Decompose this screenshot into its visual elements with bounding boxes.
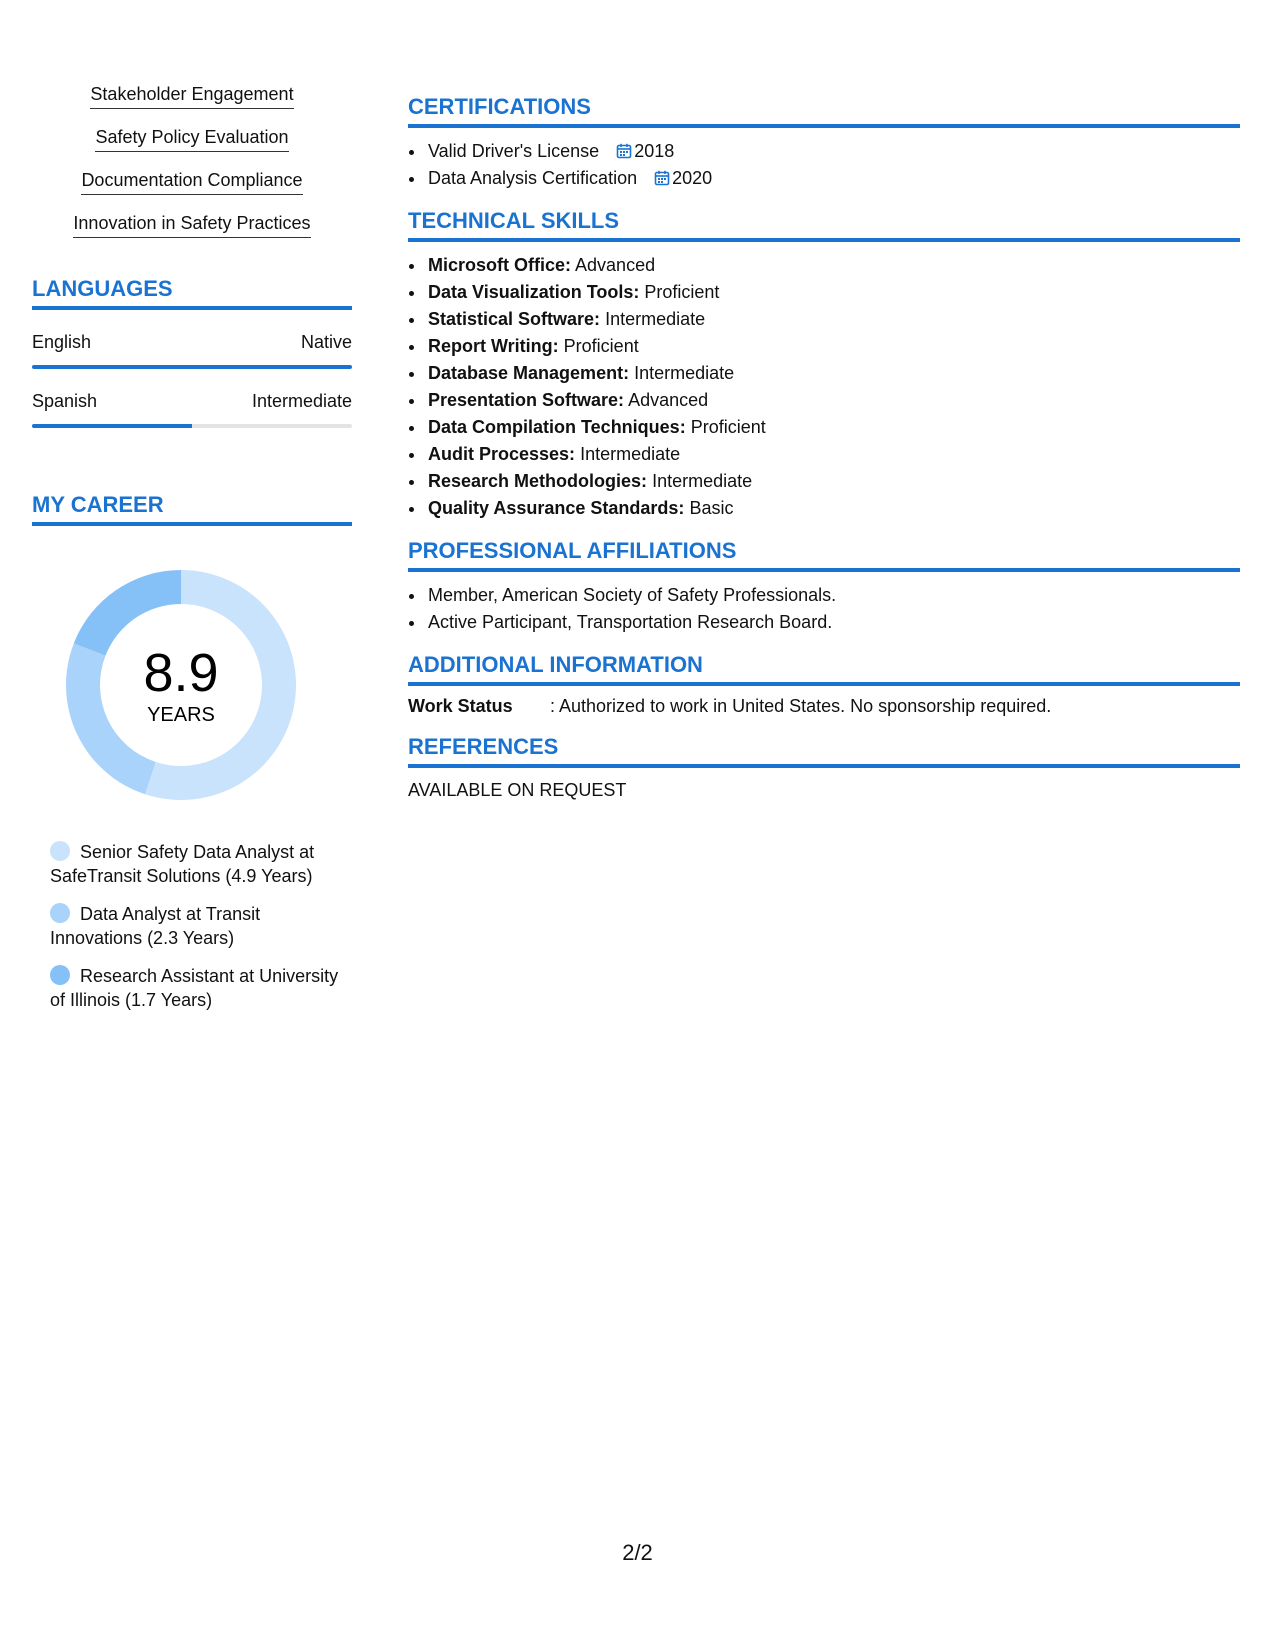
- career-donut: [66, 570, 296, 800]
- skill-name: Data Visualization Tools:: [428, 282, 640, 302]
- career-role-label: Senior Safety Data Analyst at SafeTransit Solutions (4.9 Years): [50, 842, 315, 886]
- language-item: [32, 332, 352, 369]
- skill-name: Quality Assurance Standards:: [428, 498, 685, 518]
- references-title: REFERENCES: [408, 732, 1240, 768]
- legend-dot-icon: [50, 841, 70, 861]
- language-item: [32, 391, 352, 428]
- technical-skill-item: [426, 306, 1240, 333]
- certifications-title: CERTIFICATIONS: [408, 92, 1240, 128]
- skill-level: Advanced: [575, 255, 656, 275]
- career-total-years: 8.9: [143, 642, 219, 703]
- skill-level: Proficient: [563, 336, 639, 356]
- certification-year: 2020: [672, 168, 713, 188]
- affiliation-item: • Active Participant, Transportation Research Board.: [426, 609, 1240, 636]
- strength-tag: Documentation Compliance: [81, 168, 302, 195]
- work-status-row: [408, 694, 1240, 718]
- language-name: English: [32, 332, 92, 352]
- certifications-list: [408, 138, 1240, 192]
- certification-item: [426, 165, 1240, 192]
- certification-name: Valid Driver's License: [428, 141, 600, 161]
- career-legend-item: [50, 902, 340, 950]
- language-bar: [32, 424, 352, 428]
- career-role-label: Data Analyst at Transit Innovations (2.3 Years): [50, 904, 261, 948]
- language-name: Spanish: [32, 391, 98, 411]
- legend-dot-icon: [50, 903, 70, 923]
- language-bar: [32, 365, 352, 369]
- strength-tag: Innovation in Safety Practices: [73, 211, 310, 238]
- strength-tag: Stakeholder Engagement: [90, 82, 293, 109]
- calendar-icon: [616, 143, 632, 159]
- skill-name: Database Management:: [428, 363, 630, 383]
- skill-level: Proficient: [690, 417, 766, 437]
- career-title: MY CAREER: [32, 490, 352, 526]
- language-level: Intermediate: [251, 391, 352, 411]
- technical-skill-item: [426, 441, 1240, 468]
- skill-level: Advanced: [628, 390, 709, 410]
- certification-item: [426, 138, 1240, 165]
- affiliation-item: • Member, American Society of Safety Professionals.: [426, 582, 1240, 609]
- language-bar-fill: [32, 424, 192, 428]
- technical-skill-item: [426, 333, 1240, 360]
- career-legend: [50, 840, 340, 1012]
- skill-name: Statistical Software:: [428, 309, 601, 329]
- strengths-list: [32, 82, 352, 238]
- skill-level: Intermediate: [634, 363, 735, 383]
- languages-title: LANGUAGES: [32, 274, 352, 310]
- page-number: 2/2: [622, 1540, 653, 1565]
- technical-skill-item: [426, 279, 1240, 306]
- skill-name: Audit Processes:: [428, 444, 576, 464]
- career-role-label: Research Assistant at University of Illinois (1.7 Years): [50, 966, 339, 1010]
- technical-skill-item: [426, 414, 1240, 441]
- skill-name: Presentation Software:: [428, 390, 625, 410]
- certification-name: Data Analysis Certification: [428, 168, 638, 188]
- language-bar-fill: [32, 365, 352, 369]
- technical-skills-title: TECHNICAL SKILLS: [408, 206, 1240, 242]
- skill-name: Research Methodologies:: [428, 471, 648, 491]
- technical-skill-item: [426, 387, 1240, 414]
- skill-level: Intermediate: [605, 309, 706, 329]
- strength-tag: Safety Policy Evaluation: [95, 125, 288, 152]
- career-legend-item: [50, 964, 340, 1012]
- language-level: Native: [300, 332, 352, 352]
- technical-skill-item: [426, 252, 1240, 279]
- skill-name: Report Writing:: [428, 336, 559, 356]
- skill-level: Proficient: [644, 282, 720, 302]
- work-status-value: : Authorized to work in United States. No sponsorship required.: [550, 696, 1052, 716]
- technical-skill-item: [426, 360, 1240, 387]
- references-text: AVAILABLE ON REQUEST: [408, 780, 627, 800]
- right-column: [408, 92, 1240, 801]
- certification-year: 2018: [634, 141, 675, 161]
- calendar-icon: [654, 170, 670, 186]
- affiliations-title: PROFESSIONAL AFFILIATIONS: [408, 536, 1240, 572]
- skill-name: Data Compilation Techniques:: [428, 417, 686, 437]
- technical-skill-item: [426, 495, 1240, 522]
- affiliations-list: [408, 582, 1240, 636]
- skill-level: Basic: [689, 498, 734, 518]
- legend-dot-icon: [50, 965, 70, 985]
- work-status-key: Work Status: [408, 696, 513, 716]
- technical-skills-list: [408, 252, 1240, 522]
- left-column: [32, 82, 352, 1026]
- skill-level: Intermediate: [652, 471, 753, 491]
- skill-level: Intermediate: [580, 444, 681, 464]
- additional-info-title: ADDITIONAL INFORMATION: [408, 650, 1240, 686]
- career-total-unit: YEARS: [147, 703, 215, 726]
- career-legend-item: [50, 840, 340, 888]
- technical-skill-item: [426, 468, 1240, 495]
- skill-name: Microsoft Office:: [428, 255, 572, 275]
